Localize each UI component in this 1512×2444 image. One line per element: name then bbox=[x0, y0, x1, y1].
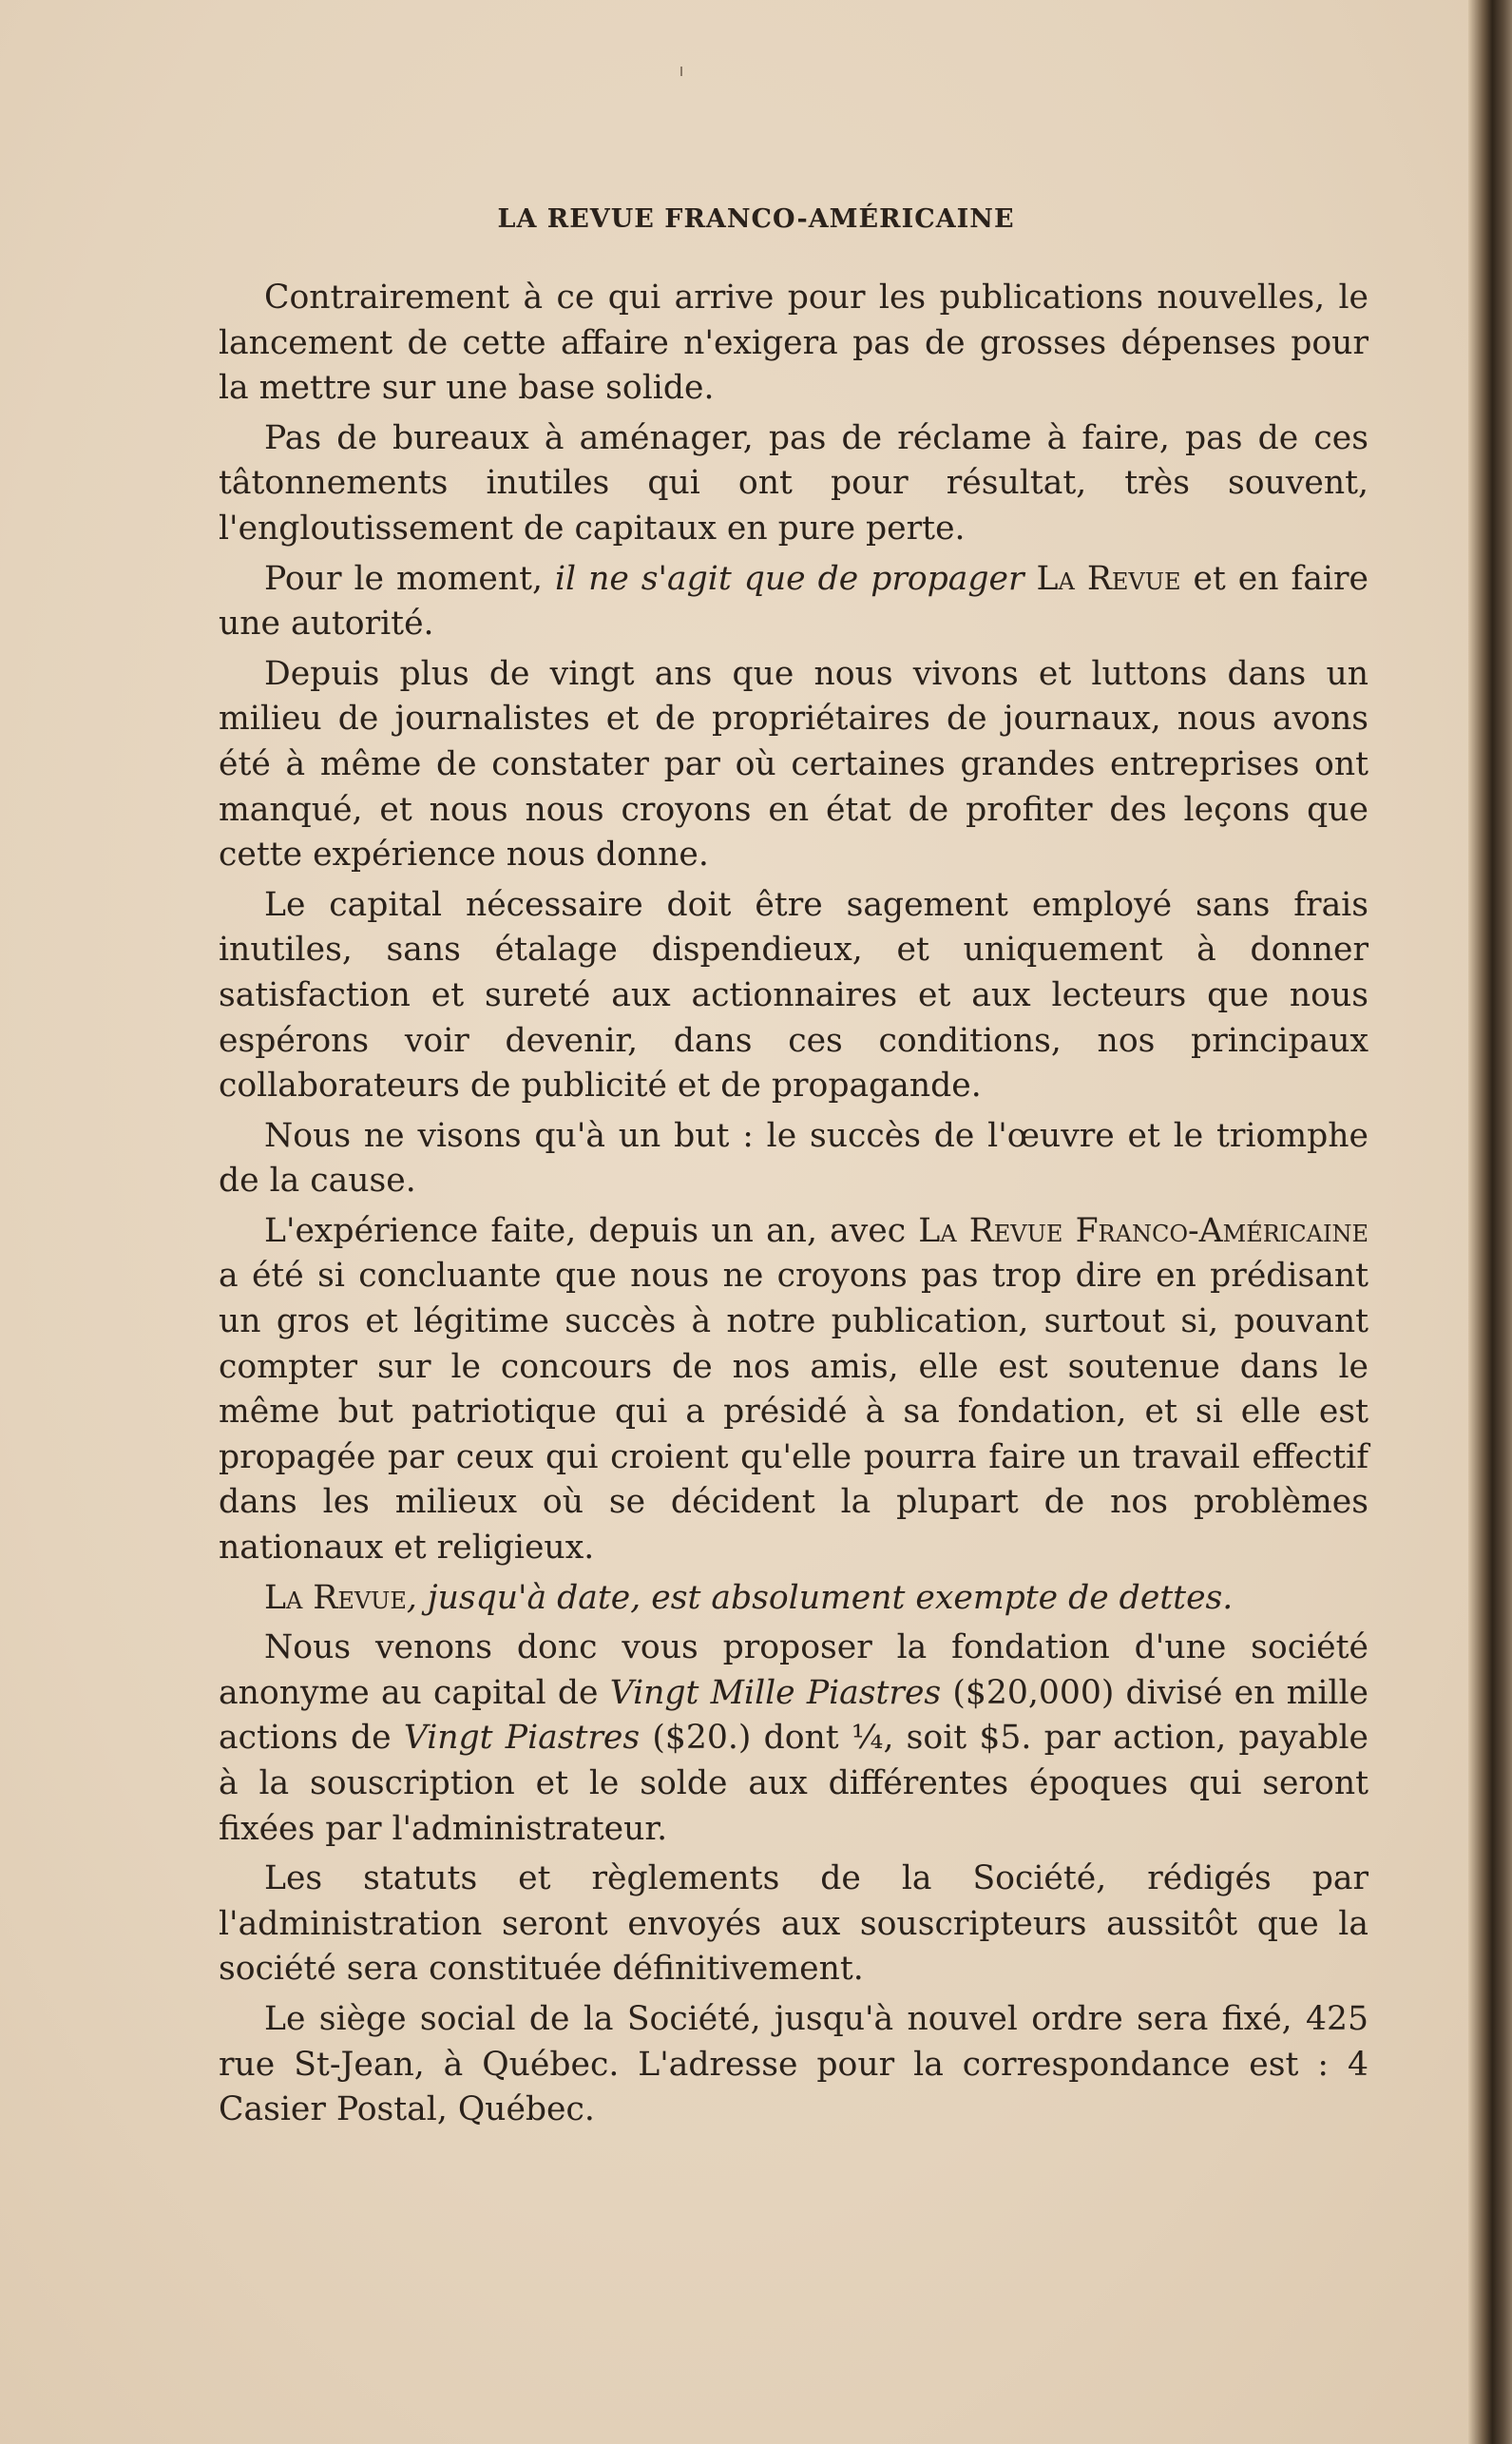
paragraph-1: Contrairement à ce qui arrive pour les publications nouvelles, le lancement de cette affaire n'exigera pas de grosses dépenses pour la mettre sur une base solide. bbox=[219, 279, 1368, 408]
body-text bbox=[219, 276, 1368, 2138]
paragraph-8-italic: , jusqu'à date, est absolument exempte de dettes. bbox=[406, 1578, 1234, 1617]
paragraph-3-lead: Pour le moment, bbox=[264, 559, 555, 598]
paragraph-9-part-1: Nous venons donc vous proposer la fondation d'une société anonyme au capital de bbox=[219, 1628, 1368, 1712]
paragraph-5: Le capital nécessaire doit être sagement employé sans frais inutiles, sans étalage dispendieux, et uniquement à donner satisfaction et sureté aux actionnaires et aux lecteurs que nous espérons voir devenir, dans ces conditions, nos principaux collaborateurs de publicité et de propagande. bbox=[219, 885, 1368, 1106]
paragraph-11: Le siège social de la Société, jusqu'à nouvel ordre sera fixé, 425 rue St-Jean, à Québec. L'adresse pour la correspondance est : 4 Casier Postal, Québec. bbox=[219, 1999, 1368, 2129]
paragraph-9 bbox=[219, 1626, 1368, 1852]
paragraph-9-italic-2: Vingt Piastres bbox=[403, 1719, 641, 1758]
paragraph-3-revue-title: La Revue bbox=[1024, 559, 1181, 598]
paragraph-3-italic: il ne s'agit que de propager bbox=[554, 559, 1024, 598]
paragraph-9-part-3: ($20.) dont ¼, soit $5. par action, payable à la souscription et le solde aux différentes époques qui seront fixées par l'administrateur. bbox=[219, 1719, 1368, 1848]
paragraph-4: Depuis plus de vingt ans que nous vivons et luttons dans un milieu de journalistes et de propriétaires de journaux, nous avons été à même de constater par où certaines grandes entreprises ont manqué, et nous nous croyons en état de profiter des leçons que cette expérience nous donne. bbox=[219, 654, 1368, 875]
paragraph-7-tail: a été si concluante que nous ne croyons pas trop dire en prédisant un gros et légitime succès à notre publication, surtout si, pouvant compter sur le concours de nos amis, elle est soutenue dans le même but patriotique qui a présidé à sa fondation, et si elle est propagée par ceux qui croient qu'elle pourra faire un travail effectif dans les milieux où se décident la plupart de nos problèmes nationaux et religieux. bbox=[219, 1257, 1368, 1568]
paragraph-2: Pas de bureaux à aménager, pas de réclame à faire, pas de ces tâtonnements inutiles qui ont pour résultat, très souvent, l'engloutissement de capitaux en pure perte. bbox=[219, 418, 1368, 548]
paragraph-9-part-2: ($20,000) divisé en mille actions de bbox=[219, 1673, 1368, 1758]
paragraph-3-tail: et en faire une autorité. bbox=[219, 559, 1368, 644]
paragraph-10: Les statuts et règlements de la Société, rédigés par l'administration seront envoyés aux souscripteurs aussitôt que la société sera constituée définitivement. bbox=[219, 1859, 1368, 1989]
page-binding-edge bbox=[1468, 0, 1512, 2444]
paragraph-7-lead: L'expérience faite, depuis un an, avec bbox=[264, 1211, 919, 1250]
running-header: LA REVUE FRANCO-AMÉRICAINE bbox=[497, 204, 1015, 234]
stray-ink-mark bbox=[680, 67, 682, 76]
paragraph-3 bbox=[219, 557, 1368, 647]
paragraph-7 bbox=[219, 1209, 1368, 1571]
paragraph-9-italic-1: Vingt Mille Piastres bbox=[609, 1673, 942, 1712]
paragraph-6: Nous ne visons qu'à un but : le succès de l'œuvre et le triomphe de la cause. bbox=[219, 1116, 1368, 1201]
paragraph-8 bbox=[219, 1576, 1368, 1622]
paragraph-8-revue-title: La Revue bbox=[264, 1578, 407, 1617]
paragraph-7-revue-title: La Revue Franco-Américaine bbox=[918, 1211, 1368, 1250]
